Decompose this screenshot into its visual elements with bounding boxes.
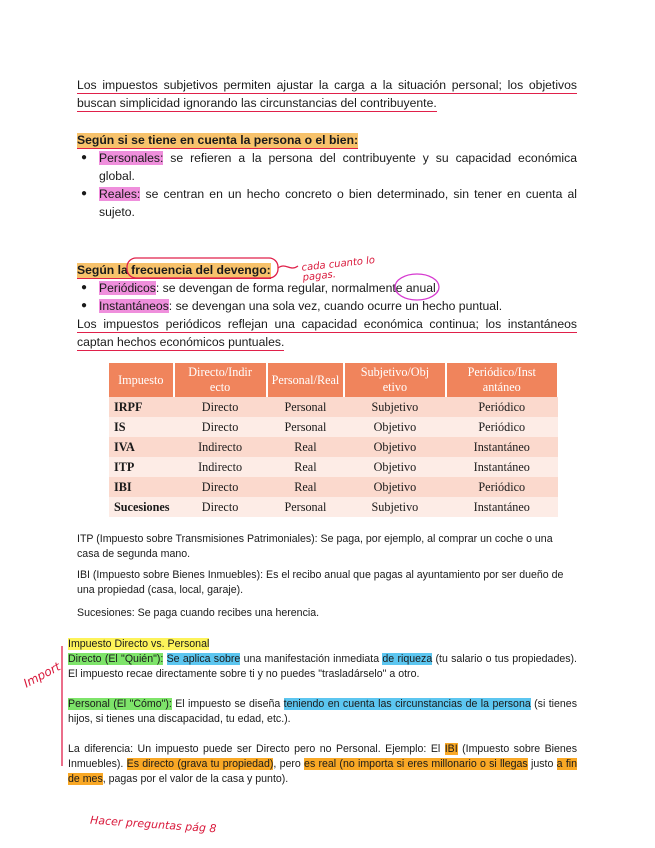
header-subjetivo-objetivo: Subjetivo/Obj etivo — [344, 363, 445, 397]
cell-tax-name: ITP — [109, 457, 174, 477]
cell: Objetivo — [344, 417, 445, 437]
cell: Real — [267, 457, 345, 477]
diff-a: La diferencia: Un impuesto puede ser Directo pero no Personal. Ejemplo: El — [68, 743, 445, 755]
header-directo-indirecto: Directo/Indir ecto — [174, 363, 267, 397]
frecuencia-summary-text: Los impuestos periódicos reflejan una capacidad económica continua; los instantáneos captan hechos económicos puntuales. — [77, 317, 577, 349]
cell-tax-name: IRPF — [109, 397, 174, 417]
cell: Periódico — [446, 477, 558, 497]
cell: Periódico — [446, 397, 558, 417]
desc-instantaneos: : se devengan una sola vez, cuando ocurre un hecho puntual. — [168, 299, 503, 313]
cell: Directo — [174, 497, 267, 517]
directo-label: Directo (El "Quién"): — [68, 653, 164, 665]
note-ibi: IBI (Impuesto sobre Bienes Inmuebles): Es el recibo anual que pagas al ayuntamiento por ser dueño de una propiedad (casa, local, garaje). — [77, 569, 564, 596]
ink-arrow — [278, 266, 298, 268]
directo-highlight-1: Se aplica sobre — [166, 653, 241, 665]
note-itp: ITP (Impuesto sobre Transmisiones Patrimoniales): Se paga, por ejemplo, al comprar un coche o una casa de segunda mano. — [77, 533, 553, 560]
diff-c: , pero — [273, 758, 305, 770]
cell: Indirecto — [174, 457, 267, 477]
comparison-title: Impuesto Directo vs. Personal — [68, 638, 210, 650]
personal-rest: (si tienes hijos, si tienes una discapacidad, tu edad, etc.). — [68, 698, 577, 725]
cell: Directo — [174, 397, 267, 417]
cell: Subjetivo — [344, 397, 445, 417]
cell: Objetivo — [344, 437, 445, 457]
diff-highlight-3: a fin de mes — [68, 758, 578, 785]
header-personal-real: Personal/Real — [267, 363, 345, 397]
diff-b: (Impuesto sobre Bienes Inmuebles). — [68, 743, 577, 770]
diff-ibi: IBI — [444, 743, 458, 755]
note-sucesiones: Sucesiones: Se paga cuando recibes una herencia. — [77, 607, 320, 619]
cell: Objetivo — [344, 457, 445, 477]
cell: Real — [267, 437, 345, 457]
desc-personales: se refieren a la persona del contribuyente y su capacidad económica global. — [99, 151, 577, 183]
term-personales: Personales: — [99, 151, 164, 165]
personal-mid: El impuesto se diseña — [171, 698, 284, 710]
handwritten-footer-note: Hacer preguntas pág 8 — [89, 813, 217, 836]
cell-tax-name: IBI — [109, 477, 174, 497]
cell: Instantáneo — [446, 437, 558, 457]
cell: Instantáneo — [446, 457, 558, 477]
cell: Personal — [267, 417, 345, 437]
cell: Directo — [174, 477, 267, 497]
cell-tax-name: IS — [109, 417, 174, 437]
directo-rest: (tu salario o tus propiedades). El impuesto recae directamente sobre ti y no puedes "trasladárselo" a otro. — [68, 653, 577, 680]
cell-tax-name: IVA — [109, 437, 174, 457]
diff-highlight-1: Es directo (grava tu propiedad) — [126, 758, 274, 770]
handwritten-cada-cuanto: cada cuanto lo pagas. — [301, 255, 376, 284]
term-reales: Reales: — [99, 187, 141, 201]
personal-label: Personal (El "Cómo"): — [68, 698, 172, 710]
cell: Personal — [267, 497, 345, 517]
desc-periodicos: : se devengan de forma regular, normalmente anual. — [155, 281, 440, 295]
section1-heading: Según si se tiene en cuenta la persona o el bien: — [77, 133, 359, 147]
cell: Subjetivo — [344, 497, 445, 517]
personal-highlight: teniendo en cuenta las circunstancias de la persona — [283, 698, 531, 710]
header-impuesto: Impuesto — [109, 363, 174, 397]
cell: Objetivo — [344, 477, 445, 497]
cell: Instantáneo — [446, 497, 558, 517]
cell: Real — [267, 477, 345, 497]
cell: Indirecto — [174, 437, 267, 457]
cell: Personal — [267, 397, 345, 417]
term-instantaneos: Instantáneos — [99, 299, 169, 313]
directo-highlight-2: de riqueza — [382, 653, 433, 665]
cell: Directo — [174, 417, 267, 437]
ink-box-devengo — [127, 258, 278, 278]
diff-e: , pagas por el valor de la casa y punto). — [102, 773, 289, 785]
cell-tax-name: Sucesiones — [109, 497, 174, 517]
header-periodico-instantaneo: Periódico/Inst antáneo — [446, 363, 558, 397]
cell: Periódico — [446, 417, 558, 437]
diff-d: justo — [527, 758, 557, 770]
directo-mid: una manifestación inmediata — [240, 653, 383, 665]
diff-highlight-2: es real (no importa si eres millonario o si llegas — [304, 758, 528, 770]
handwritten-import: Import — [21, 659, 63, 691]
desc-reales: se centran en un hecho concreto o bien determinado, sin tener en cuenta al sujeto. — [99, 187, 577, 219]
intro-text: Los impuestos subjetivos permiten ajustar la carga a la situación personal; los objetivos buscan simplicidad ignorando las circunstancias del contribuyente. — [77, 78, 577, 110]
term-periodicos: Periódicos — [99, 281, 156, 295]
section2-heading: Según la frecuencia del devengo: — [77, 263, 271, 277]
ink-circle-anual — [395, 274, 439, 300]
